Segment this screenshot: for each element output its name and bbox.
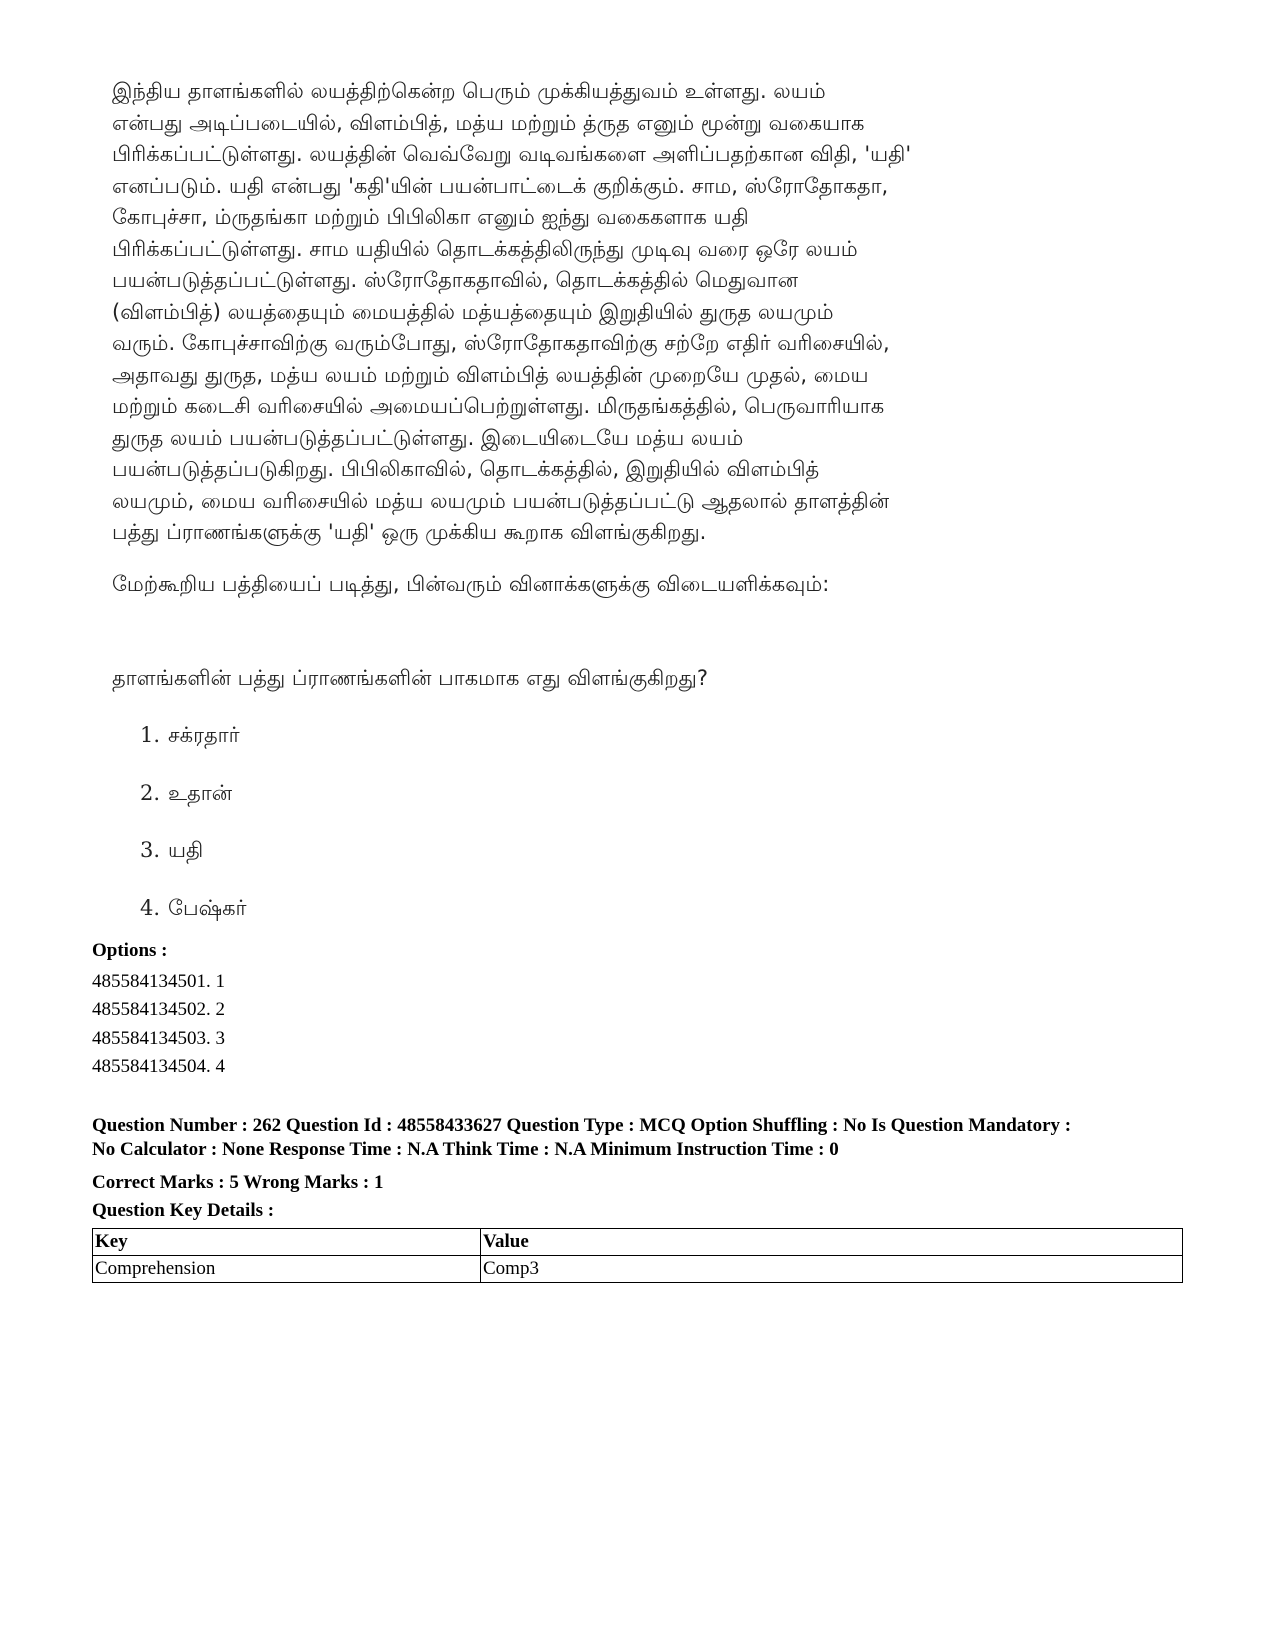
question-info — [92, 1114, 1202, 1161]
passage-line: துருத லயம் பயன்படுத்தப்பட்டுள்ளது. இடையிடையே மத்ய லயம் — [112, 425, 744, 450]
options-heading: Options : — [92, 940, 168, 961]
answer-choice — [140, 720, 247, 778]
passage-instruction: மேற்கூறிய பத்தியைப் படித்து, பின்வரும் வினாக்களுக்கு விடையளிக்கவும்: — [112, 572, 830, 596]
column-header-value: Value — [481, 1229, 1183, 1256]
choice-number: 1. — [140, 723, 161, 747]
options-list — [92, 968, 225, 1081]
table-cell-key: Comprehension — [93, 1256, 481, 1283]
choice-number: 4. — [140, 895, 161, 920]
table-cell-value: Comp3 — [481, 1256, 1183, 1283]
passage-line: அதாவது துருத, மத்ய லயம் மற்றும் விளம்பித் லயத்தின் முறையே முதல், மைய — [112, 362, 869, 387]
passage-line: மற்றும் கடைசி வரிசையில் அமையப்பெற்றுள்ளது. மிருதங்கத்தில், பெருவாரியாக — [112, 394, 885, 418]
choice-text: பேஷ்கர் — [168, 895, 247, 920]
passage-line: இந்திய தாளங்களில் லயத்திற்கென்ற பெரும் முக்கியத்துவம் உள்ளது. லயம் — [112, 79, 826, 103]
answer-choice — [140, 778, 247, 836]
passage-line: பிரிக்கப்பட்டுள்ளது. சாம யதியில் தொடக்கத்திலிருந்து முடிவு வரை ஒரே லயம் — [112, 236, 858, 261]
passage-line: பத்து ப்ராணங்களுக்கு 'யதி' ஒரு முக்கிய கூறாக விளங்குகிறது. — [112, 520, 707, 544]
passage-line: எனப்படும். யதி என்பது 'கதி'யின் பயன்பாட்டைக் குறிக்கும். சாம, ஸ்ரோதோகதா, — [112, 173, 889, 198]
answer-choice — [140, 835, 247, 893]
option-id: 485584134501. 1 — [92, 971, 225, 992]
choice-number: 2. — [140, 780, 161, 805]
option-id: 485584134503. 3 — [92, 1027, 225, 1049]
key-details-heading: Question Key Details : — [92, 1200, 275, 1221]
passage-line: வரும். கோபுச்சாவிற்கு வரும்போது, ஸ்ரோதோகதாவிற்கு சற்றே எதிர் வரிசையில், — [112, 331, 890, 355]
comprehension-passage — [112, 76, 1192, 549]
choice-number: 3. — [140, 838, 161, 862]
key-details-table — [92, 1228, 1183, 1283]
passage-line: லயமும், மைய வரிசையில் மத்ய லயமும் பயன்படுத்தப்பட்டு ஆதலால் தாளத்தின் — [112, 488, 890, 513]
passage-line: என்பது அடிப்படையில், விளம்பித், மத்ய மற்றும் த்ருத எனும் மூன்று வகையாக — [112, 110, 865, 135]
passage-line: (விளம்பித்) லயத்தையும் மையத்தில் மத்யத்தையும் இறுதியில் துருத லயமும் — [112, 299, 834, 324]
passage-line: பயன்படுத்தப்பட்டுள்ளது. ஸ்ரோதோகதாவில், தொடக்கத்தில் மெதுவான — [112, 268, 798, 292]
table-header-row — [93, 1229, 1183, 1256]
column-header-key: Key — [93, 1229, 481, 1256]
option-id: 485584134504. 4 — [92, 1055, 225, 1077]
question-info-line: No Calculator : None Response Time : N.A Think Time : N.A Minimum Instruction Time : 0 — [92, 1138, 839, 1160]
table-row — [93, 1256, 1183, 1283]
question-text: தாளங்களின் பத்து ப்ராணங்களின் பாகமாக எது விளங்குகிறது? — [112, 666, 709, 690]
marks-info: Correct Marks : 5 Wrong Marks : 1 — [92, 1172, 384, 1193]
answer-choices — [140, 720, 247, 950]
passage-line: பயன்படுத்தப்படுகிறது. பிபிலிகாவில், தொடக்கத்தில், இறுதியில் விளம்பித் — [112, 457, 820, 481]
passage-line: பிரிக்கப்பட்டுள்ளது. லயத்தின் வெவ்வேறு வடிவங்களை அளிப்பதற்கான விதி, 'யதி' — [112, 142, 912, 166]
choice-text: யதி — [168, 838, 204, 862]
passage-line: கோபுச்சா, ம்ருதங்கா மற்றும் பிபிலிகா எனும் ஐந்து வகைகளாக யதி — [112, 205, 749, 229]
choice-text: உதான் — [168, 780, 233, 805]
question-info-line: Question Number : 262 Question Id : 48558433627 Question Type : MCQ Option Shuffling : No Is Question Mandatory : — [92, 1115, 1072, 1136]
choice-text: சக்ரதார் — [168, 723, 240, 747]
option-id: 485584134502. 2 — [92, 999, 225, 1021]
